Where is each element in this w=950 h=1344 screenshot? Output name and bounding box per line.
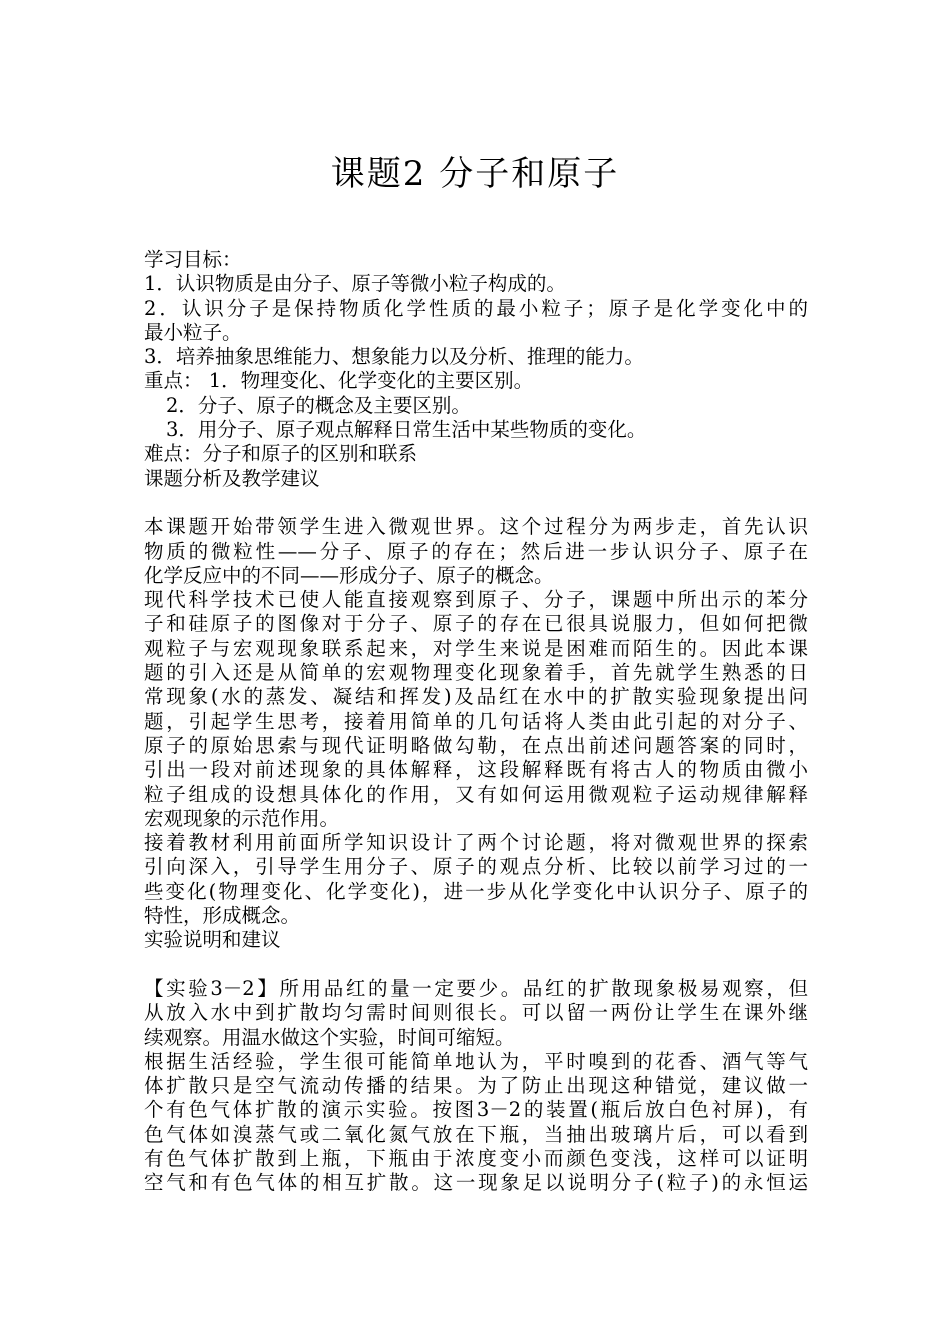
document-body bbox=[144, 248, 808, 1196]
analysis-line: 观粒子与宏观现象联系起来，对学生来说是困难而陌生的。因此本课 bbox=[144, 636, 808, 660]
analysis-line: 些变化(物理变化、化学变化)，进一步从化学变化中认识分子、原子的 bbox=[144, 879, 808, 903]
experiment-line: 从放入水中到扩散均匀需时间则很长。可以留一两份让学生在课外继 bbox=[144, 1001, 808, 1025]
objective-item: 最小粒子。 bbox=[144, 320, 242, 344]
difficulty-text: 难点：分子和原子的区别和联系 bbox=[144, 442, 418, 466]
keypoint-item: 3．用分子、原子观点解释日常生活中某些物质的变化。 bbox=[166, 418, 647, 442]
objectives-heading: 学习目标： bbox=[144, 248, 242, 271]
experiment-line: 色气体如溴蒸气或二氧化氮气放在下瓶，当抽出玻璃片后，可以看到 bbox=[144, 1122, 808, 1146]
analysis-line: 题的引入还是从简单的宏观物理变化现象着手，首先就学生熟悉的日 bbox=[144, 661, 808, 685]
analysis-line: 本课题开始带领学生进入微观世界。这个过程分为两步走，首先认识 bbox=[144, 515, 808, 539]
analysis-line: 原子的原始思索与现代证明略做勾勒，在点出前述问题答案的同时， bbox=[144, 733, 808, 757]
experiment-line: 空气和有色气体的相互扩散。这一现象足以说明分子(粒子)的永恒运 bbox=[144, 1171, 808, 1195]
analysis-line: 宏观现象的示范作用。 bbox=[144, 806, 340, 830]
experiment-line: 根据生活经验，学生很可能简单地认为，平时嗅到的花香、酒气等气 bbox=[144, 1049, 808, 1073]
analysis-line: 化学反应中的不同——形成分子、原子的概念。 bbox=[144, 563, 554, 587]
experiment-heading: 实验说明和建议 bbox=[144, 928, 281, 952]
page-title: 课题2 分子和原子 bbox=[330, 154, 620, 194]
analysis-line: 特性，形成概念。 bbox=[144, 904, 301, 928]
objective-item: 1．认识物质是由分子、原子等微小粒子构成的。 bbox=[144, 272, 566, 296]
spacer bbox=[144, 491, 808, 515]
analysis-line: 粒子组成的设想具体化的作用，又有如何运用微观粒子运动规律解释 bbox=[144, 782, 808, 806]
keypoint-item: 重点： 1．物理变化、化学变化的主要区别。 bbox=[144, 369, 534, 393]
experiment-line: 体扩散只是空气流动传播的结果。为了防止出现这种错觉，建议做一 bbox=[144, 1074, 808, 1098]
analysis-heading: 课题分析及教学建议 bbox=[144, 466, 320, 490]
objective-item: 2．认识分子是保持物质化学性质的最小粒子；原子是化学变化中的 bbox=[144, 296, 808, 320]
analysis-line: 常现象(水的蒸发、凝结和挥发)及品红在水中的扩散实验现象提出问 bbox=[144, 685, 808, 709]
keypoint-item: 2．分子、原子的概念及主要区别。 bbox=[166, 393, 471, 417]
analysis-line: 接着教材利用前面所学知识设计了两个讨论题，将对微观世界的探索 bbox=[144, 831, 808, 855]
experiment-line: 续观察。用温水做这个实验，时间可缩短。 bbox=[144, 1025, 515, 1049]
experiment-line: 个有色气体扩散的演示实验。按图3－2的装置(瓶后放白色衬屏)，有 bbox=[144, 1098, 808, 1122]
analysis-line: 现代科学技术已使人能直接观察到原子、分子，课题中所出示的苯分 bbox=[144, 588, 808, 612]
analysis-line: 物质的微粒性——分子、原子的存在；然后进一步认识分子、原子在 bbox=[144, 539, 808, 563]
analysis-line: 引向深入，引导学生用分子、原子的观点分析、比较以前学习过的一 bbox=[144, 855, 808, 879]
experiment-line: 有色气体扩散到上瓶，下瓶由于浓度变小而颜色变浅，这样可以证明 bbox=[144, 1146, 808, 1170]
experiment-line: 【实验3－2】所用品红的量一定要少。品红的扩散现象极易观察，但 bbox=[144, 976, 808, 1000]
analysis-line: 题，引起学生思考，接着用简单的几句话将人类由此引起的对分子、 bbox=[144, 709, 808, 733]
analysis-line: 引出一段对前述现象的具体解释，这段解释既有将古人的物质由微小 bbox=[144, 758, 808, 782]
analysis-line: 子和硅原子的图像对于分子、原子的存在已很具说服力，但如何把微 bbox=[144, 612, 808, 636]
objective-item: 3．培养抽象思维能力、想象能力以及分析、推理的能力。 bbox=[144, 345, 644, 369]
spacer bbox=[144, 953, 808, 977]
